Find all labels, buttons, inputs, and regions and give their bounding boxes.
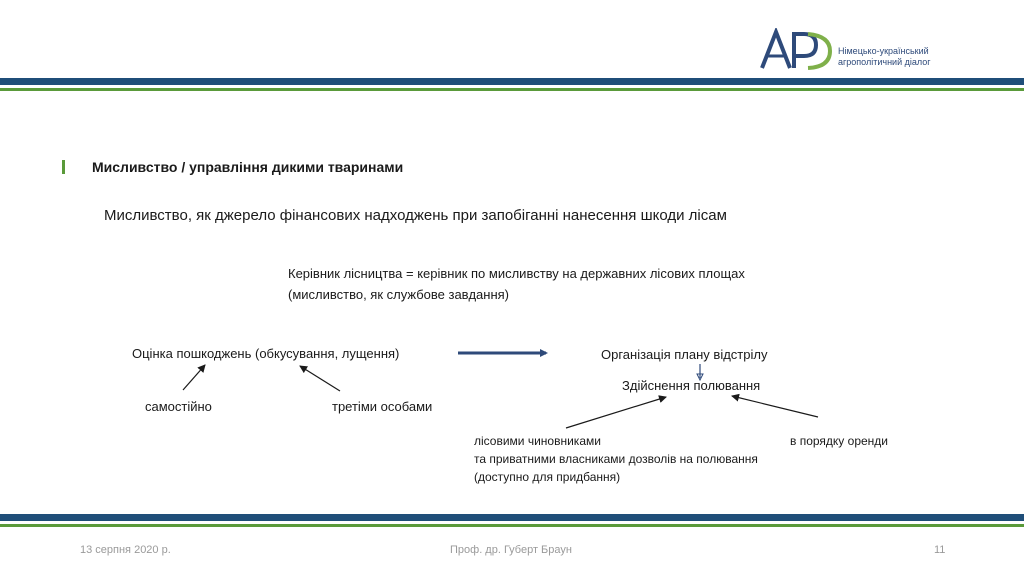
- self-arrow: [183, 365, 205, 390]
- manager-line-2: (мисливство, як службове завдання): [288, 287, 509, 302]
- manager-line-1: Керівник лісництва = керівник по мисливству на державних лісових площах: [288, 266, 745, 281]
- bottom-band-green: [0, 524, 1024, 527]
- forest-officials-text: лісовими чиновниками: [474, 434, 601, 448]
- lease-node: в порядку оренди: [790, 434, 888, 448]
- bottom-band-blue: [0, 514, 1024, 521]
- available-text: (доступно для придбання): [474, 470, 621, 484]
- officials-arrow: [566, 397, 666, 428]
- hunting-node: Здійснення полювання: [622, 378, 761, 393]
- logo-line-1: Німецько-український: [838, 46, 929, 56]
- self-node: самостійно: [145, 399, 212, 414]
- lease-arrow: [732, 396, 818, 417]
- footer-author: Проф. др. Губерт Браун: [450, 544, 572, 556]
- cull-plan-node: Організація плану відстрілу: [601, 347, 768, 362]
- third-parties-arrow: [300, 366, 340, 391]
- footer-page-number: 11: [934, 544, 946, 556]
- slide-heading: Мисливство / управління дикими тваринами: [92, 159, 404, 175]
- damage-assessment-node: Оцінка пошкоджень (обкусування, лущення): [132, 346, 400, 361]
- private-owners-text: та приватними власниками дозволів на полювання: [474, 452, 758, 466]
- logo-line-2: агрополітичний діалог: [838, 57, 931, 67]
- slide-subtitle: Мисливство, як джерело фінансових надходжень при запобіганні нанесення шкоди лісам: [104, 207, 727, 224]
- assessment-to-plan-arrowhead: [540, 349, 548, 357]
- third-parties-node: третіми особами: [332, 399, 433, 414]
- footer-date: 13 серпня 2020 р.: [80, 544, 171, 556]
